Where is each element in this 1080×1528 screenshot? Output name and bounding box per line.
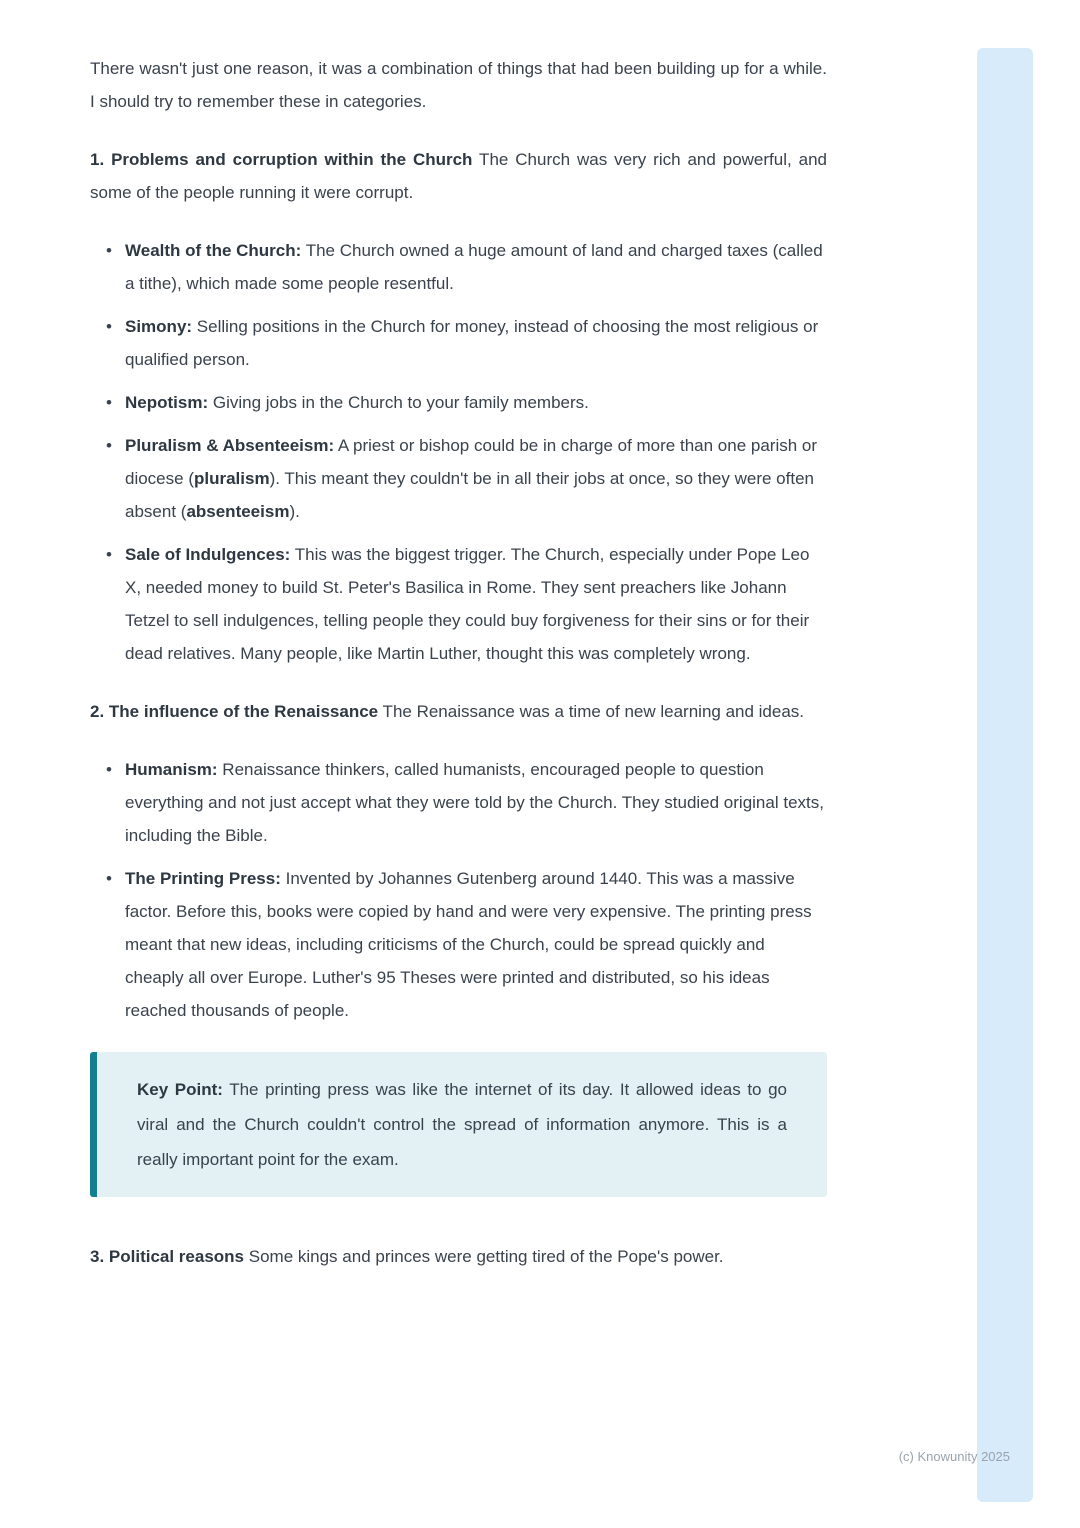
paragraph: 3. Political reasons Some kings and princes were getting tired of the Pope's power. bbox=[90, 1247, 724, 1266]
list-item: • Humanism: Renaissance thinkers, called humanists, encouraged people to question everything and not just accept what they were told by the Church. They studied original texts, including the Bible. bbox=[125, 753, 827, 852]
paragraph: 2. The influence of the Renaissance The Renaissance was a time of new learning and ideas. bbox=[90, 702, 805, 721]
paragraph: There wasn't just one reason, it was a combination of things that had been building up for a while. I should try to remember these in categories. bbox=[90, 59, 827, 111]
list-item: • Nepotism: Giving jobs in the Church to your family members. bbox=[125, 386, 827, 419]
list-item: • Sale of Indulgences: This was the biggest trigger. The Church, especially under Pope Leo X, needed money to build St. Peter's Basilica in Rome. They sent preachers like Johann Tetzel to sell indulgences, telling people they could buy forgiveness for their sins or for their dead relatives. Many people, like Martin Luther, thought this was completely wrong. bbox=[125, 538, 827, 670]
key-point-callout: Key Point: The printing press was like the internet of its day. It allowed ideas to go viral and the Church couldn't control the spread of information anymore. This is a really important point for the exam. bbox=[90, 1052, 827, 1197]
list-item: • The Printing Press: Invented by Johannes Gutenberg around 1440. This was a massive factor. Before this, books were copied by hand and were very expensive. The printing press meant that new ideas, including criticisms of the Church, could be spread quickly and cheaply all over Europe. Luther's 95 Theses were printed and distributed, so his ideas reached thousands of people. bbox=[125, 862, 827, 1027]
document-body bbox=[90, 52, 827, 1298]
list-item: • Wealth of the Church: The Church owned a huge amount of land and charged taxes (called a tithe), which made some people resentful. bbox=[125, 234, 827, 300]
bullet-list bbox=[90, 234, 827, 670]
scrollbar-track[interactable] bbox=[977, 48, 1033, 1502]
list-item: • Simony: Selling positions in the Church for money, instead of choosing the most religious or qualified person. bbox=[125, 310, 827, 376]
footer-copyright: (c) Knowunity 2025 bbox=[898, 1449, 1010, 1464]
list-item: • Pluralism & Absenteeism: A priest or bishop could be in charge of more than one parish or diocese (pluralism). This meant they couldn't be in all their jobs at once, so they were often absent (absenteeism). bbox=[125, 429, 827, 528]
bullet-list bbox=[90, 753, 827, 1027]
paragraph: 1. Problems and corruption within the Church The Church was very rich and powerful, and some of the people running it were corrupt. bbox=[90, 150, 827, 202]
